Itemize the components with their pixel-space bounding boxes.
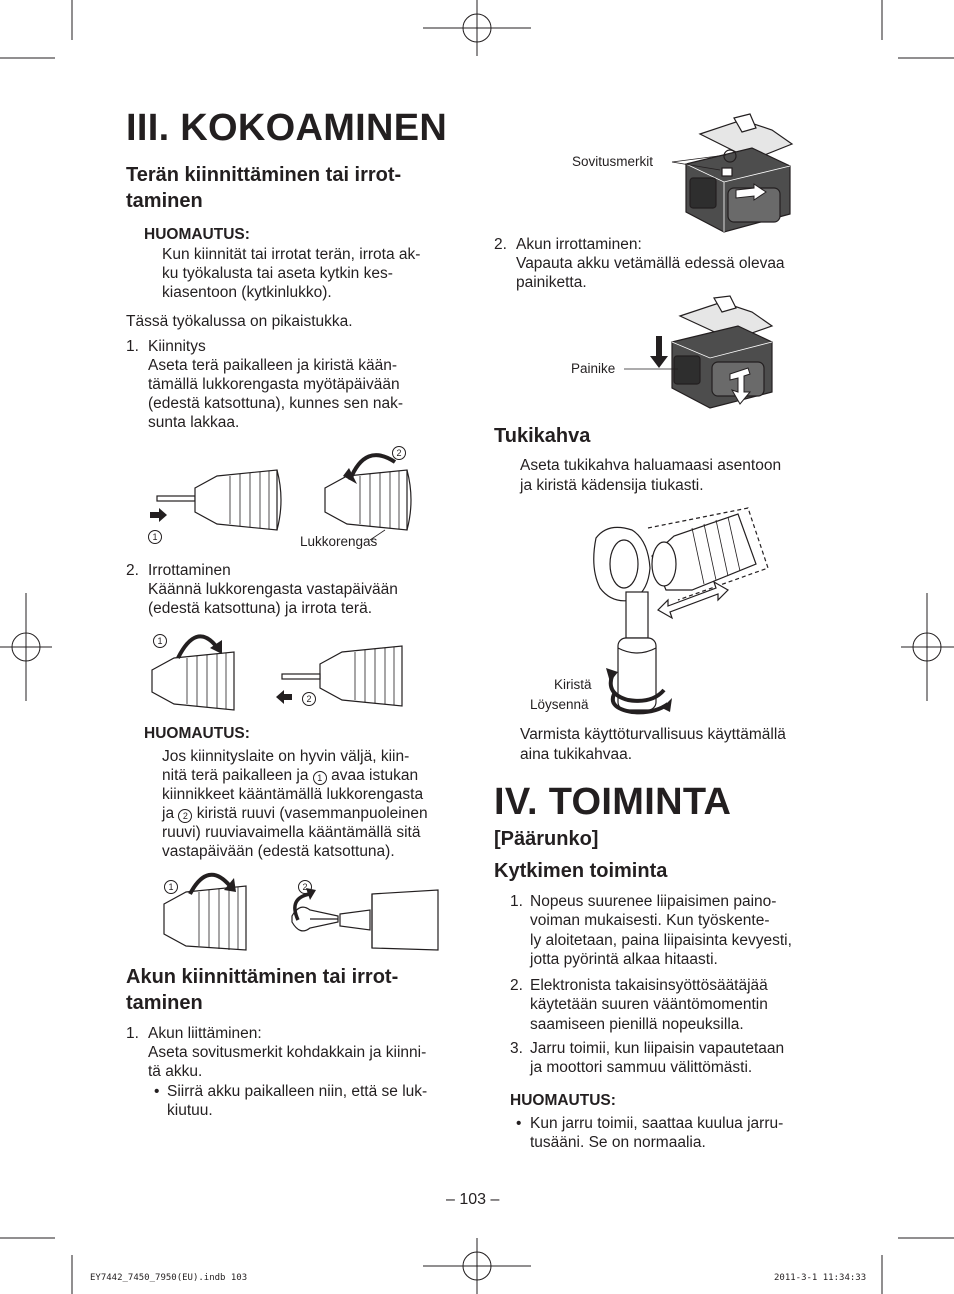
list-number: 2.: [126, 562, 139, 579]
note-text: vastapäivään (edestä katsottuna).: [162, 843, 395, 860]
step-marker: 1: [148, 524, 162, 544]
bullet-text: kiutuu.: [167, 1102, 213, 1119]
bullet-marker: •: [516, 1115, 522, 1132]
list-item-text: ly aloitetaan, paina liipaisinta kevyesti,: [530, 932, 792, 949]
list-item-title: Akun liittäminen:: [148, 1025, 262, 1042]
battery-remove-illustration: [648, 296, 778, 416]
chuck-remove-illustration: [148, 624, 418, 714]
figure-label-tighten: Kiristä: [554, 677, 592, 692]
list-item-text: ja moottori sammuu välittömästi.: [530, 1059, 753, 1076]
step-marker: 2: [178, 809, 192, 823]
list-item-text: Aseta sovitusmerkit kohdakkain ja kiinni-: [148, 1044, 427, 1061]
list-item-text: jotta pyörintä alkaa hitaasti.: [530, 951, 718, 968]
figure-label-alignment-marks: Sovitusmerkit: [572, 154, 654, 169]
step-marker: 2: [302, 686, 316, 706]
bullet-text: Siirrä akku paikalleen niin, että se luk-: [167, 1083, 428, 1100]
figure-label-lock-ring: Lukkorengas: [300, 534, 378, 549]
side-handle-illustration: [588, 508, 768, 718]
list-item-title: Akun irrottaminen:: [516, 236, 642, 253]
list-item-text: Aseta terä paikalleen ja kiristä kään-: [148, 357, 397, 374]
list-item-text: Nopeus suurenee liipaisimen paino-: [530, 893, 777, 910]
list-item-text: Vapauta akku vetämällä edessä olevaa: [516, 255, 785, 272]
list-item-text: voiman mukaisesti. Kun työskente-: [530, 912, 770, 929]
note-label: HUOMAUTUS:: [144, 226, 250, 243]
section-heading-battery: Akun kiinnittäminen tai irrot-: [126, 966, 399, 988]
intro-text: Tässä työkalussa on pikaistukka.: [126, 313, 353, 330]
list-item-text: Jarru toimii, kun liipaisin vapautetaan: [530, 1040, 785, 1057]
battery-attach-illustration: [672, 114, 802, 244]
page-title: III. KOKOAMINEN: [126, 107, 448, 149]
list-item-title: Kiinnitys: [148, 338, 206, 355]
footer-file-info: EY7442_7450_7950(EU).indb 103: [90, 1273, 248, 1283]
note-text: kiinnikkeet kääntämällä lukkorengasta: [162, 786, 424, 803]
list-item-text: käytetään suuren vääntömomentin: [530, 996, 768, 1013]
note-text: ruuvi) ruuviavaimella kääntämällä sitä: [162, 824, 421, 841]
note-text: Jos kiinnityslaite on hyvin väljä, kiin-: [162, 748, 410, 765]
body-text: ja kiristä kädensija tiukasti.: [520, 477, 704, 494]
list-item-text: sunta lakkaa.: [148, 414, 240, 431]
section-heading-switch: Kytkimen toiminta: [494, 860, 668, 882]
section-heading-battery-cont: taminen: [126, 992, 203, 1014]
section-heading-bit-cont: taminen: [126, 190, 203, 212]
note-text: ku työkalusta tai aseta kytkin kes-: [162, 265, 393, 282]
list-item-text: Käännä lukkorengasta vastapäivään: [148, 581, 398, 598]
footer-datetime: 2011-3-1 11:34:33: [774, 1273, 867, 1283]
body-text: aina tukikahvaa.: [520, 746, 633, 763]
bullet-text: tusääni. Se on normaalia.: [530, 1134, 706, 1151]
figure-label-button: Painike: [571, 361, 616, 376]
body-text: Aseta tukikahva haluamaasi asentoon: [520, 457, 782, 474]
step-marker: 1: [153, 628, 167, 648]
chuck-attach-illustration: [145, 440, 425, 540]
list-item-text: tämällä lukkorengasta myötäpäivään: [148, 376, 400, 393]
list-item-text: saamiseen pienillä nopeuksilla.: [530, 1016, 744, 1033]
list-number: 1.: [126, 1025, 139, 1042]
callout-lines: [672, 152, 732, 172]
list-item-text: painiketta.: [516, 274, 587, 291]
list-item-text: Elektronista takaisinsyöttösäätäjää: [530, 977, 768, 994]
section-heading-handle: Tukikahva: [494, 425, 591, 447]
note-text: nitä terä paikalleen ja 1 avaa istukan: [162, 767, 419, 784]
note-text: kiasentoon (kytkinlukko).: [162, 284, 332, 301]
list-number: 1.: [126, 338, 139, 355]
step-marker: 2: [298, 874, 312, 894]
step-marker: 1: [164, 874, 178, 894]
figure-label-loosen: Löysennä: [530, 697, 589, 712]
step-marker: 1: [313, 771, 327, 785]
bullet-marker: •: [154, 1083, 160, 1100]
body-text: Varmista käyttöturvallisuus käyttämällä: [520, 726, 786, 743]
note-text: ja 2 kiristä ruuvi (vasemmanpuoleinen: [162, 805, 428, 822]
list-item-title: Irrottaminen: [148, 562, 231, 579]
list-item-text: (edestä katsottuna) ja irrota terä.: [148, 600, 373, 617]
list-number: 1.: [510, 893, 523, 910]
subtitle-main-body: [Päärunko]: [494, 828, 599, 850]
page-number: – 103 –: [446, 1191, 500, 1208]
list-number: 2.: [494, 236, 507, 253]
chapter-title: IV. TOIMINTA: [494, 781, 732, 823]
list-number: 3.: [510, 1040, 523, 1057]
list-item-text: tä akku.: [148, 1063, 203, 1080]
list-item-text: (edestä katsottuna), kunnes sen nak-: [148, 395, 404, 412]
bullet-text: Kun jarru toimii, saattaa kuulua jarru-: [530, 1115, 784, 1132]
note-label: HUOMAUTUS:: [144, 725, 250, 742]
step-marker: 2: [392, 440, 406, 460]
callout-line: [624, 367, 684, 371]
section-heading-bit: Terän kiinnittäminen tai irrot-: [126, 164, 402, 186]
list-number: 2.: [510, 977, 523, 994]
note-text: Kun kiinnität tai irrotat terän, irrota ak-: [162, 246, 421, 263]
note-label: HUOMAUTUS:: [510, 1092, 616, 1109]
